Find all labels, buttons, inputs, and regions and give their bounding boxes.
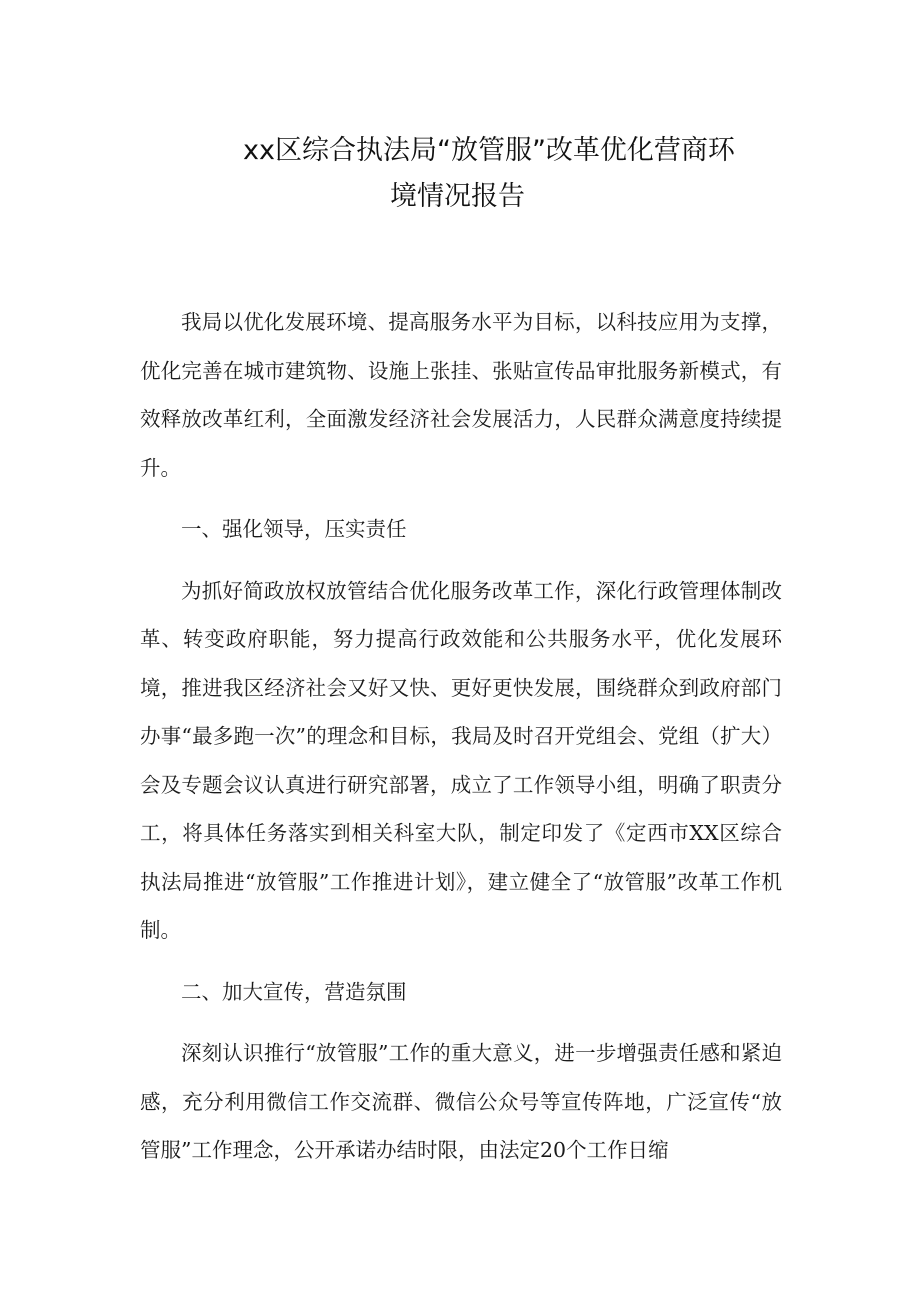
document-title — [140, 128, 780, 220]
section-1-paragraph: 为抓好简政放权放管结合优化服务改革工作，深化行政管理体制改革、转变政府职能，努力提高行政效能和公共服务水平，优化发展环境，推进我区经济社会又好又快、更好更快发展，围绕群众到政府部门办事“最多跑一次”的理念和目标，我局及时召开党组会、党组（扩大）会及专题会议认真进行研究部署，成立了工作领导小组，明确了职责分工，将具体任务落实到相关科室大队，制定印发了《定西市XX区综合执法局推进“放管服”工作推进计划》，建立健全了“放管服”改革工作机制。 — [140, 578, 782, 942]
section-1-heading: 一、强化领导，压实责任 — [181, 517, 407, 541]
intro-paragraph: 我局以优化发展环境、提高服务水平为目标，以科技应用为支撑，优化完善在城市建筑物、设施上张挂、张贴宣传品审批服务新模式，有效释放改革红利，全面激发经济社会发展活力，人民群众满意度持续提升。 — [140, 310, 782, 480]
section-2-paragraph: 深刻认识推行“放管服”工作的重大意义，进一步增强责任感和紧迫感，充分利用微信工作交流群、微信公众号等宣传阵地，广泛宣传“放管服”工作理念，公开承诺办结时限，由法定20个工作日缩 — [140, 1041, 782, 1162]
document-body — [140, 298, 782, 1188]
title-line-2: 境情况报告 — [390, 181, 525, 212]
title-line-1: xx区综合执法局“放管服”改革优化营商环 — [243, 135, 735, 166]
section-2-heading: 二、加大宣传，营造氛围 — [181, 979, 407, 1004]
